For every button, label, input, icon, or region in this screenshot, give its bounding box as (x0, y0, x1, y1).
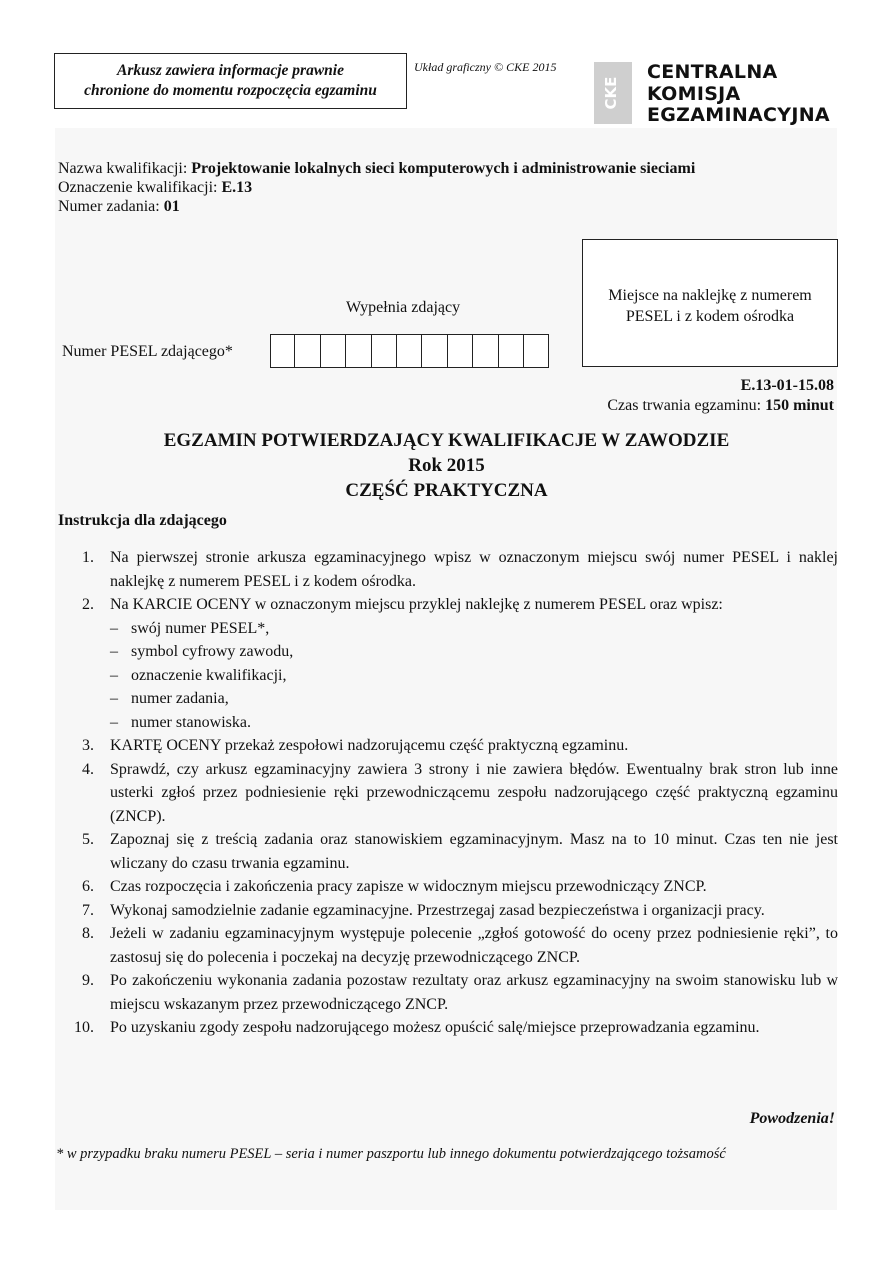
commission-name (647, 62, 830, 127)
duration-value: 150 minut (765, 397, 834, 414)
instruction-subitem (58, 664, 838, 688)
pesel-digit-cell[interactable] (372, 334, 397, 368)
instruction-item (58, 758, 838, 829)
qualification-info (58, 159, 695, 216)
instruction-item (58, 828, 838, 875)
commission-line-2: KOMISJA (647, 82, 741, 105)
instruction-subitem (58, 617, 838, 641)
instruction-text: Po zakończeniu wykonania zadania pozostaw rezultaty oraz arkusz egzaminacyjny na swoim stanowisku lub w miejscu wskazanym przez przewodniczącego ZNCP. (110, 972, 838, 1013)
exam-duration (607, 397, 834, 415)
dash-marker: – (110, 690, 118, 707)
qualification-label: Nazwa kwalifikacji: (58, 160, 192, 177)
pesel-digit-cell[interactable] (270, 334, 295, 368)
fill-label: Wypełnia zdający (346, 299, 461, 316)
dash-marker: – (110, 666, 118, 684)
instruction-subitem (58, 687, 838, 711)
pesel-digit-cell[interactable] (346, 334, 371, 368)
exam-part: CZĘŚĆ PRAKTYCZNA (345, 480, 548, 501)
commission-line-3: EGZAMINACYJNA (647, 104, 830, 126)
designation-row (58, 178, 695, 197)
instruction-item (58, 546, 838, 593)
layout-credit: Układ graficzny © CKE 2015 (414, 60, 557, 74)
task-value: 01 (163, 198, 180, 215)
qualification-value: Projektowanie lokalnych sieci komputerowych i administrowanie sieciami (191, 160, 696, 177)
instruction-number: 10. (74, 1019, 94, 1036)
instruction-item (58, 875, 838, 899)
duration-label: Czas trwania egzaminu: (607, 397, 766, 414)
notice-line-1: Arkusz zawiera informacje prawnie (117, 62, 344, 79)
instruction-number: 7. (82, 901, 94, 919)
instruction-number: 6. (82, 878, 94, 895)
instruction-text: Czas rozpoczęcia i zakończenia pracy zapisze w widocznym miejscu przewodniczący ZNCP. (110, 878, 707, 895)
dash-marker: – (110, 643, 118, 660)
instructions-title: Instrukcja dla zdającego (58, 512, 227, 529)
instructions-list (58, 546, 838, 1040)
instruction-item (58, 969, 838, 1016)
exam-title: EGZAMIN POTWIERDZAJĄCY KWALIFIKACJE W ZAWODZIE (163, 430, 730, 451)
instruction-number: 1. (82, 549, 94, 566)
instruction-text: Na KARCIE OCENY w oznaczonym miejscu przyklej naklejkę z numerem PESEL oraz wpisz: (110, 596, 723, 613)
instruction-item (58, 899, 838, 923)
svg-text:CKE: CKE (602, 76, 620, 110)
instruction-number: 4. (82, 760, 94, 778)
subitem-text: symbol cyfrowy zawodu, (131, 643, 294, 660)
cke-logo-icon (594, 62, 632, 124)
footnote: * w przypadku braku numeru PESEL – seria i numer paszportu lub innego dokumentu potwierdzającego tożsamość (56, 1146, 726, 1162)
pesel-input-grid[interactable] (270, 334, 549, 368)
pesel-digit-cell[interactable] (524, 334, 549, 368)
pesel-digit-cell[interactable] (473, 334, 498, 368)
instruction-number: 5. (82, 831, 94, 848)
task-label: Numer zadania: (58, 198, 164, 215)
pesel-digit-cell[interactable] (397, 334, 422, 368)
instruction-item (58, 922, 838, 969)
sticker-line-1: Miejsce na naklejkę z numerem (608, 287, 812, 304)
notice-line-2: chronione do momentu rozpoczęcia egzaminu (84, 82, 377, 99)
instruction-text: Na pierwszej stronie arkusza egzaminacyjnego wpisz w oznaczonym miejscu swój numer PESEL i naklej naklejkę z numerem PESEL i z kodem ośrodka. (110, 549, 838, 590)
confidentiality-notice (54, 53, 407, 109)
task-row (58, 197, 695, 216)
pesel-digit-cell[interactable] (295, 334, 320, 368)
instruction-subitem (58, 640, 838, 664)
good-luck: Powodzenia! (749, 1110, 835, 1127)
instruction-text: Zapoznaj się z treścią zadania oraz stanowiskiem egzaminacyjnym. Masz na to 10 minut. Czas ten nie jest wliczany do czasu trwania egzaminu. (110, 831, 838, 872)
subitem-text: swój numer PESEL*, (131, 619, 270, 637)
instruction-text: Sprawdź, czy arkusz egzaminacyjny zawiera 3 strony i nie zawiera błędów. Ewentualny brak stron lub inne usterki zgłoś przez podniesienie ręki przewodniczącemu zespołu nadzorującego część praktyczną egzaminu (ZNCP). (110, 760, 838, 825)
dash-marker: – (110, 713, 118, 731)
commission-line-1: CENTRALNA (647, 61, 778, 83)
sticker-line-2: PESEL i z kodem ośrodka (625, 308, 795, 325)
exam-year: Rok 2015 (408, 455, 485, 476)
sticker-placeholder (582, 239, 838, 367)
subitem-text: numer zadania, (131, 690, 229, 707)
instruction-number: 2. (82, 596, 94, 613)
exam-code: E.13-01-15.08 (740, 377, 834, 394)
instruction-text: Jeżeli w zadaniu egzaminacyjnym występuje polecenie „zgłoś gotowość do oceny przez podniesienie ręki”, to zastosuj się do polecenia i poczekaj na decyzję przewodniczącego ZNCP. (110, 925, 838, 966)
instruction-text: Po uzyskaniu zgody zespołu nadzorującego możesz opuścić salę/miejsce przeprowadzania egzaminu. (110, 1019, 760, 1036)
subitem-text: numer stanowiska. (131, 713, 251, 731)
designation-value: E.13 (221, 179, 253, 196)
instruction-text: Wykonaj samodzielnie zadanie egzaminacyjne. Przestrzegaj zasad bezpieczeństwa i organizacji pracy. (110, 901, 765, 919)
instruction-number: 9. (82, 972, 94, 989)
instruction-number: 8. (82, 925, 94, 942)
instruction-text: KARTĘ OCENY przekaż zespołowi nadzorującemu część praktyczną egzaminu. (110, 737, 629, 754)
pesel-label: Numer PESEL zdającego* (62, 343, 233, 360)
pesel-digit-cell[interactable] (499, 334, 524, 368)
subitem-text: oznaczenie kwalifikacji, (131, 666, 287, 684)
instruction-number: 3. (82, 737, 94, 754)
instruction-item (58, 1016, 838, 1040)
qualification-row (58, 159, 695, 178)
designation-label: Oznaczenie kwalifikacji: (58, 179, 222, 196)
pesel-digit-cell[interactable] (448, 334, 473, 368)
instruction-item (58, 593, 838, 617)
pesel-digit-cell[interactable] (321, 334, 346, 368)
instruction-subitem (58, 711, 838, 735)
pesel-digit-cell[interactable] (422, 334, 447, 368)
instruction-item (58, 734, 838, 758)
dash-marker: – (110, 619, 118, 637)
